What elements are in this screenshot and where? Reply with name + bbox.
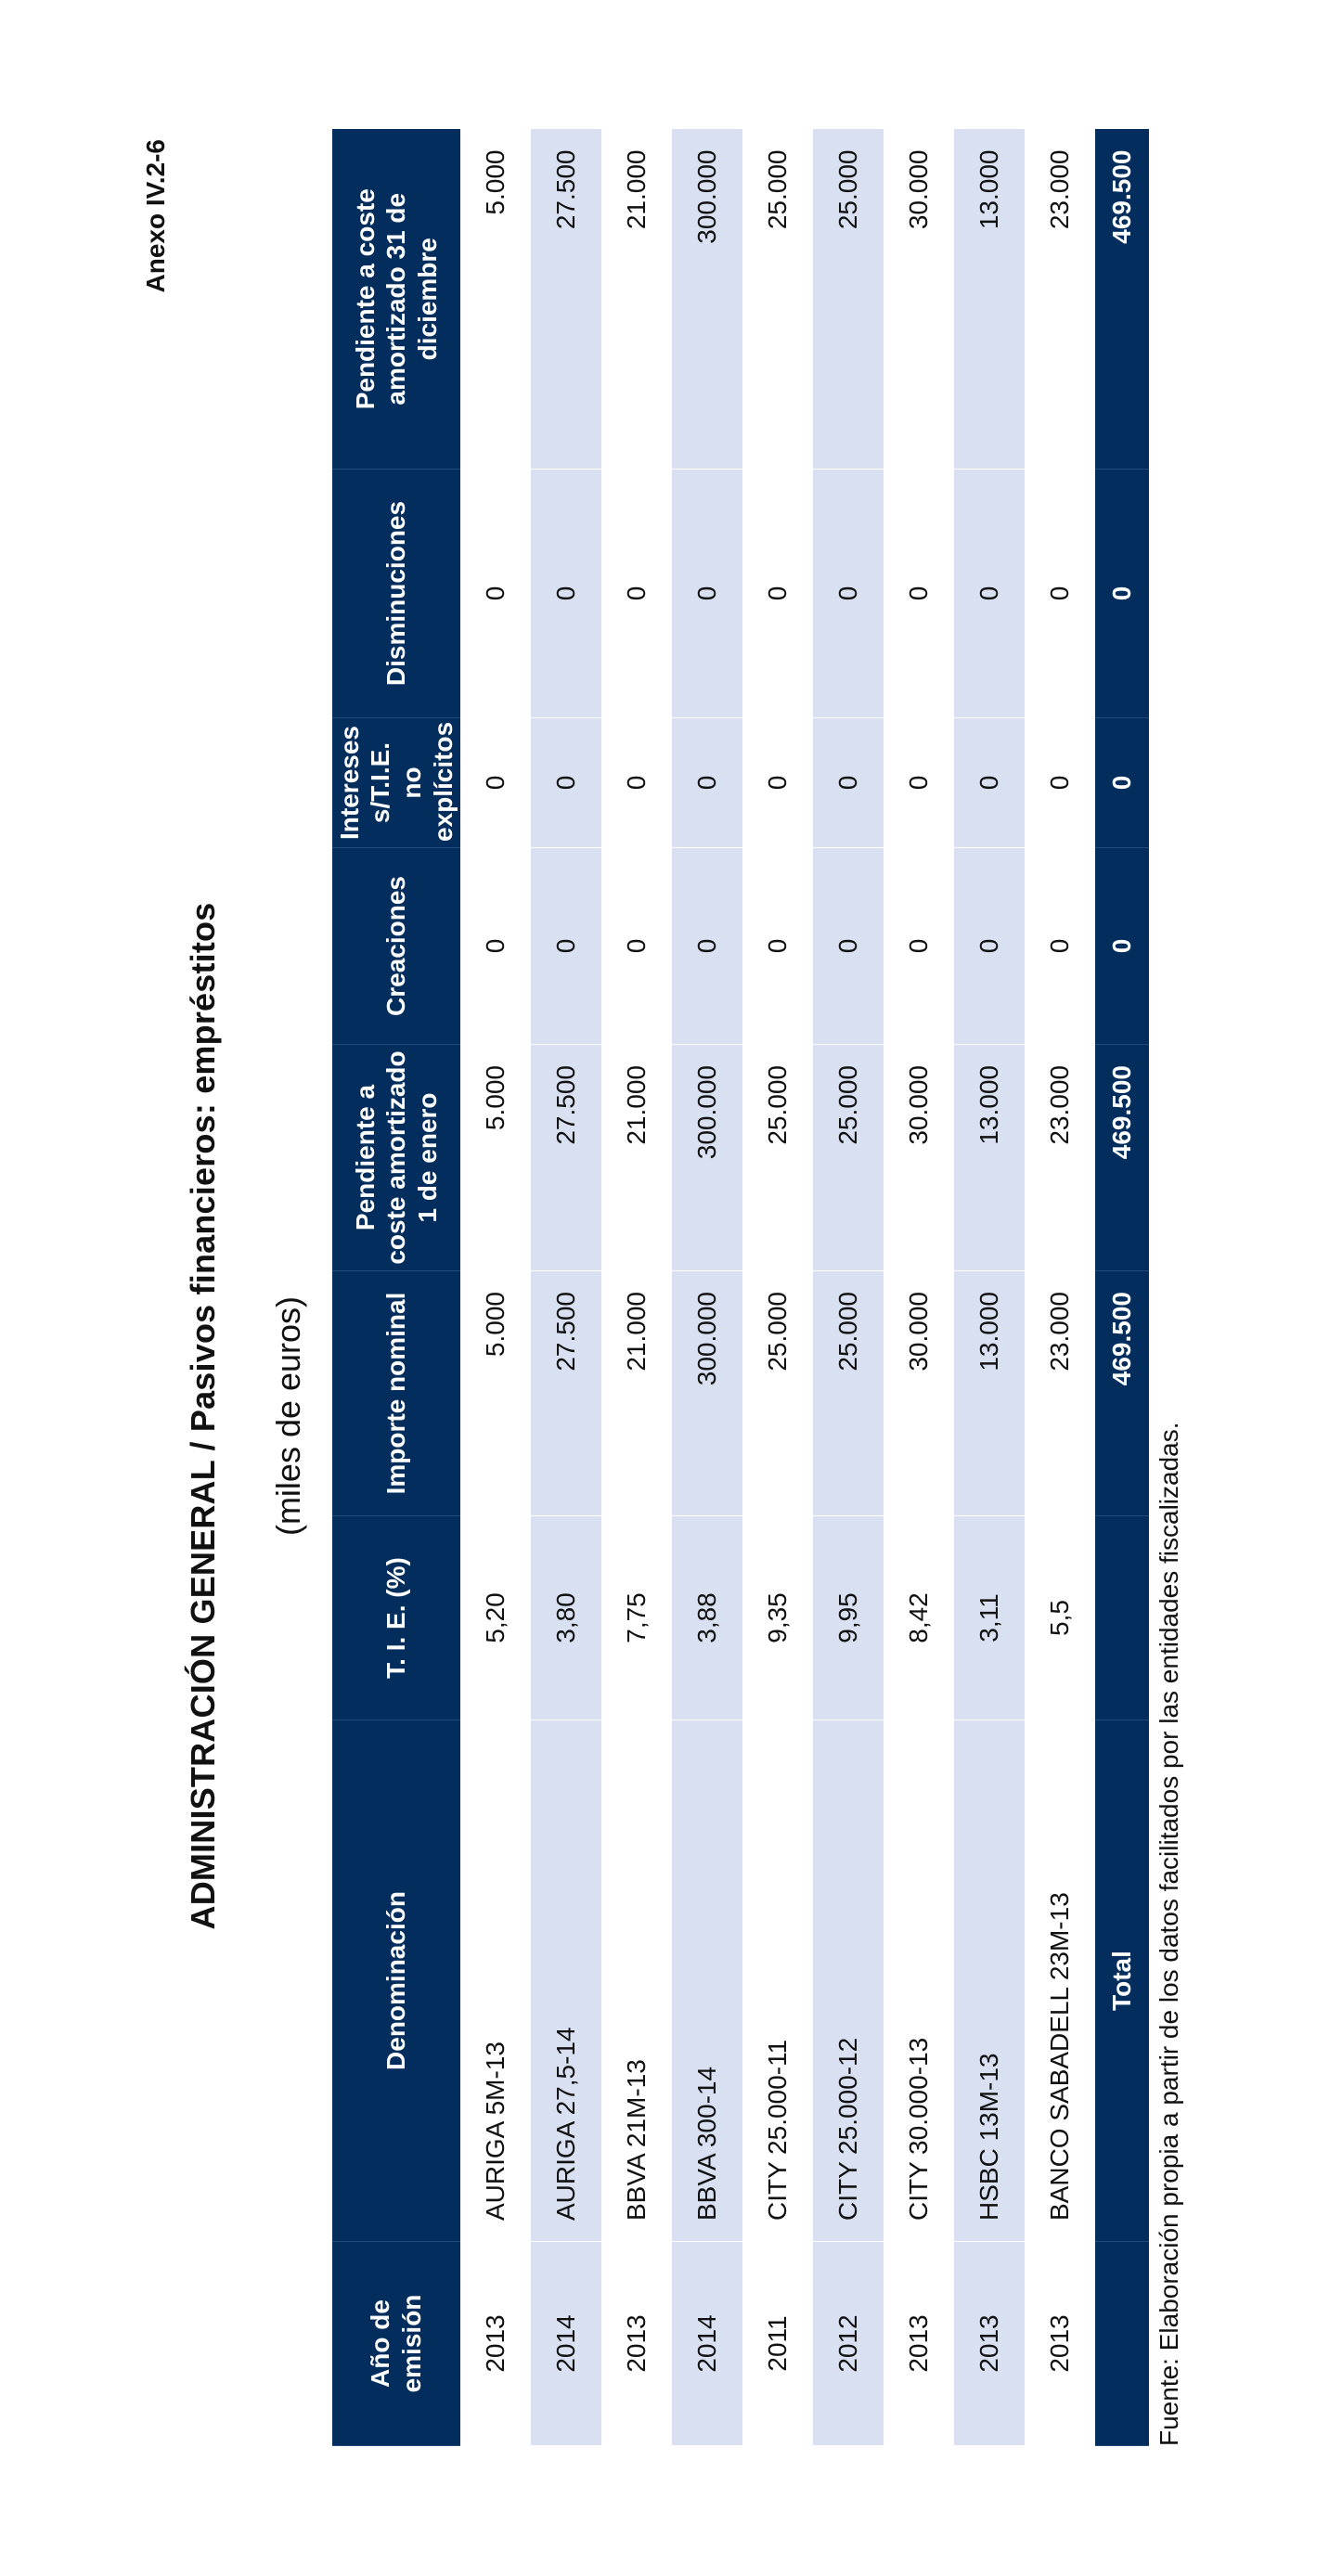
table-header-row [332,130,460,2446]
total-creations: 0 [1095,848,1149,1045]
annex-label: Anexo IV.2-6 [141,139,170,293]
page-title: ADMINISTRACIÓN GENERAL / Pasivos financieros: empréstitos [184,902,222,1930]
cell-nominal: 23.000 [1025,1271,1095,1516]
total-tie-cell [1095,1516,1149,1720]
cell-creations: 0 [884,848,954,1045]
cell-pending-end: 300.000 [672,130,742,470]
cell-pending-end: 25.000 [813,130,884,470]
cell-year: 2013 [601,2242,672,2446]
cell-name: BBVA 21M-13 [601,1720,672,2242]
cell-interest: 0 [884,718,954,848]
cell-name: AURIGA 27,5-14 [531,1720,601,2242]
cell-decreases: 0 [813,470,884,718]
cell-creations: 0 [531,848,601,1045]
header-interest: Intereses s/T.I.E. no explícitos [332,718,460,848]
cell-interest: 0 [531,718,601,848]
table-row [672,130,742,2446]
table-row [954,130,1025,2446]
table-row [1025,130,1095,2446]
cell-year: 2013 [1025,2242,1095,2446]
cell-interest: 0 [954,718,1025,848]
cell-creations: 0 [742,848,813,1045]
cell-interest: 0 [672,718,742,848]
cell-tie: 9,95 [813,1516,884,1720]
cell-nominal: 25.000 [742,1271,813,1516]
cell-year: 2012 [813,2242,884,2446]
cell-pending-end: 30.000 [884,130,954,470]
header-year: Año de emisión [332,2242,460,2446]
cell-pending-start: 30.000 [884,1045,954,1271]
cell-decreases: 0 [1025,470,1095,718]
cell-tie: 5,5 [1025,1516,1095,1720]
cell-decreases: 0 [672,470,742,718]
total-decreases: 0 [1095,470,1149,718]
cell-pending-start: 5.000 [460,1045,531,1271]
cell-pending-start: 300.000 [672,1045,742,1271]
cell-pending-end: 25.000 [742,130,813,470]
table-row [884,130,954,2446]
table-row [460,130,531,2446]
cell-creations: 0 [601,848,672,1045]
cell-tie: 3,88 [672,1516,742,1720]
cell-interest: 0 [1025,718,1095,848]
units-subtitle: (miles de euros) [269,1295,307,1537]
cell-creations: 0 [1025,848,1095,1045]
cell-decreases: 0 [954,470,1025,718]
cell-creations: 0 [813,848,884,1045]
cell-interest: 0 [601,718,672,848]
cell-pending-start: 23.000 [1025,1045,1095,1271]
cell-year: 2013 [954,2242,1025,2446]
cell-nominal: 13.000 [954,1271,1025,1516]
cell-tie: 9,35 [742,1516,813,1720]
cell-nominal: 21.000 [601,1271,672,1516]
cell-nominal: 30.000 [884,1271,954,1516]
cell-name: AURIGA 5M-13 [460,1720,531,2242]
cell-pending-start: 27.500 [531,1045,601,1271]
cell-name: BANCO SABADELL 23M-13 [1025,1720,1095,2242]
cell-interest: 0 [813,718,884,848]
cell-pending-start: 25.000 [813,1045,884,1271]
cell-decreases: 0 [531,470,601,718]
cell-pending-start: 25.000 [742,1045,813,1271]
cell-nominal: 300.000 [672,1271,742,1516]
loans-table [332,130,1149,2447]
total-year-cell [1095,2242,1149,2446]
cell-decreases: 0 [460,470,531,718]
header-decreases: Disminuciones [332,470,460,718]
cell-creations: 0 [672,848,742,1045]
cell-nominal: 27.500 [531,1271,601,1516]
cell-pending-end: 5.000 [460,130,531,470]
cell-interest: 0 [460,718,531,848]
total-interest: 0 [1095,718,1149,848]
cell-nominal: 25.000 [813,1271,884,1516]
table-row [813,130,884,2446]
total-row [1095,130,1149,2446]
header-nominal: Importe nominal [332,1271,460,1516]
cell-tie: 3,11 [954,1516,1025,1720]
header-pending-end: Pendiente a coste amortizado 31 de diciembre [332,130,460,470]
cell-decreases: 0 [742,470,813,718]
cell-pending-end: 21.000 [601,130,672,470]
header-tie: T. I. E. (%) [332,1516,460,1720]
table-row [601,130,672,2446]
header-creations: Creaciones [332,848,460,1045]
cell-decreases: 0 [601,470,672,718]
cell-name: CITY 30.000-13 [884,1720,954,2242]
cell-pending-end: 23.000 [1025,130,1095,470]
cell-year: 2013 [460,2242,531,2446]
header-name: Denominación [332,1720,460,2242]
cell-year: 2013 [884,2242,954,2446]
cell-tie: 7,75 [601,1516,672,1720]
cell-creations: 0 [460,848,531,1045]
cell-tie: 8,42 [884,1516,954,1720]
cell-name: CITY 25.000-11 [742,1720,813,2242]
cell-tie: 5,20 [460,1516,531,1720]
cell-pending-end: 13.000 [954,130,1025,470]
table-row [742,130,813,2446]
source-note: Fuente: Elaboración propia a partir de los datos facilitados por las entidades fiscalizadas. [1155,1422,1183,2446]
cell-creations: 0 [954,848,1025,1045]
cell-year: 2011 [742,2242,813,2446]
header-pending-start: Pendiente a coste amortizado 1 de enero [332,1045,460,1271]
cell-name: CITY 25.000-12 [813,1720,884,2242]
cell-year: 2014 [672,2242,742,2446]
table-row [531,130,601,2446]
cell-interest: 0 [742,718,813,848]
cell-pending-start: 21.000 [601,1045,672,1271]
total-pending-end: 469.500 [1095,130,1149,470]
total-label: Total [1095,1720,1149,2242]
cell-pending-start: 13.000 [954,1045,1025,1271]
total-pending-start: 469.500 [1095,1045,1149,1271]
total-nominal: 469.500 [1095,1271,1149,1516]
cell-nominal: 5.000 [460,1271,531,1516]
cell-pending-end: 27.500 [531,130,601,470]
cell-year: 2014 [531,2242,601,2446]
cell-decreases: 0 [884,470,954,718]
cell-name: HSBC 13M-13 [954,1720,1025,2242]
cell-name: BBVA 300-14 [672,1720,742,2242]
cell-tie: 3,80 [531,1516,601,1720]
